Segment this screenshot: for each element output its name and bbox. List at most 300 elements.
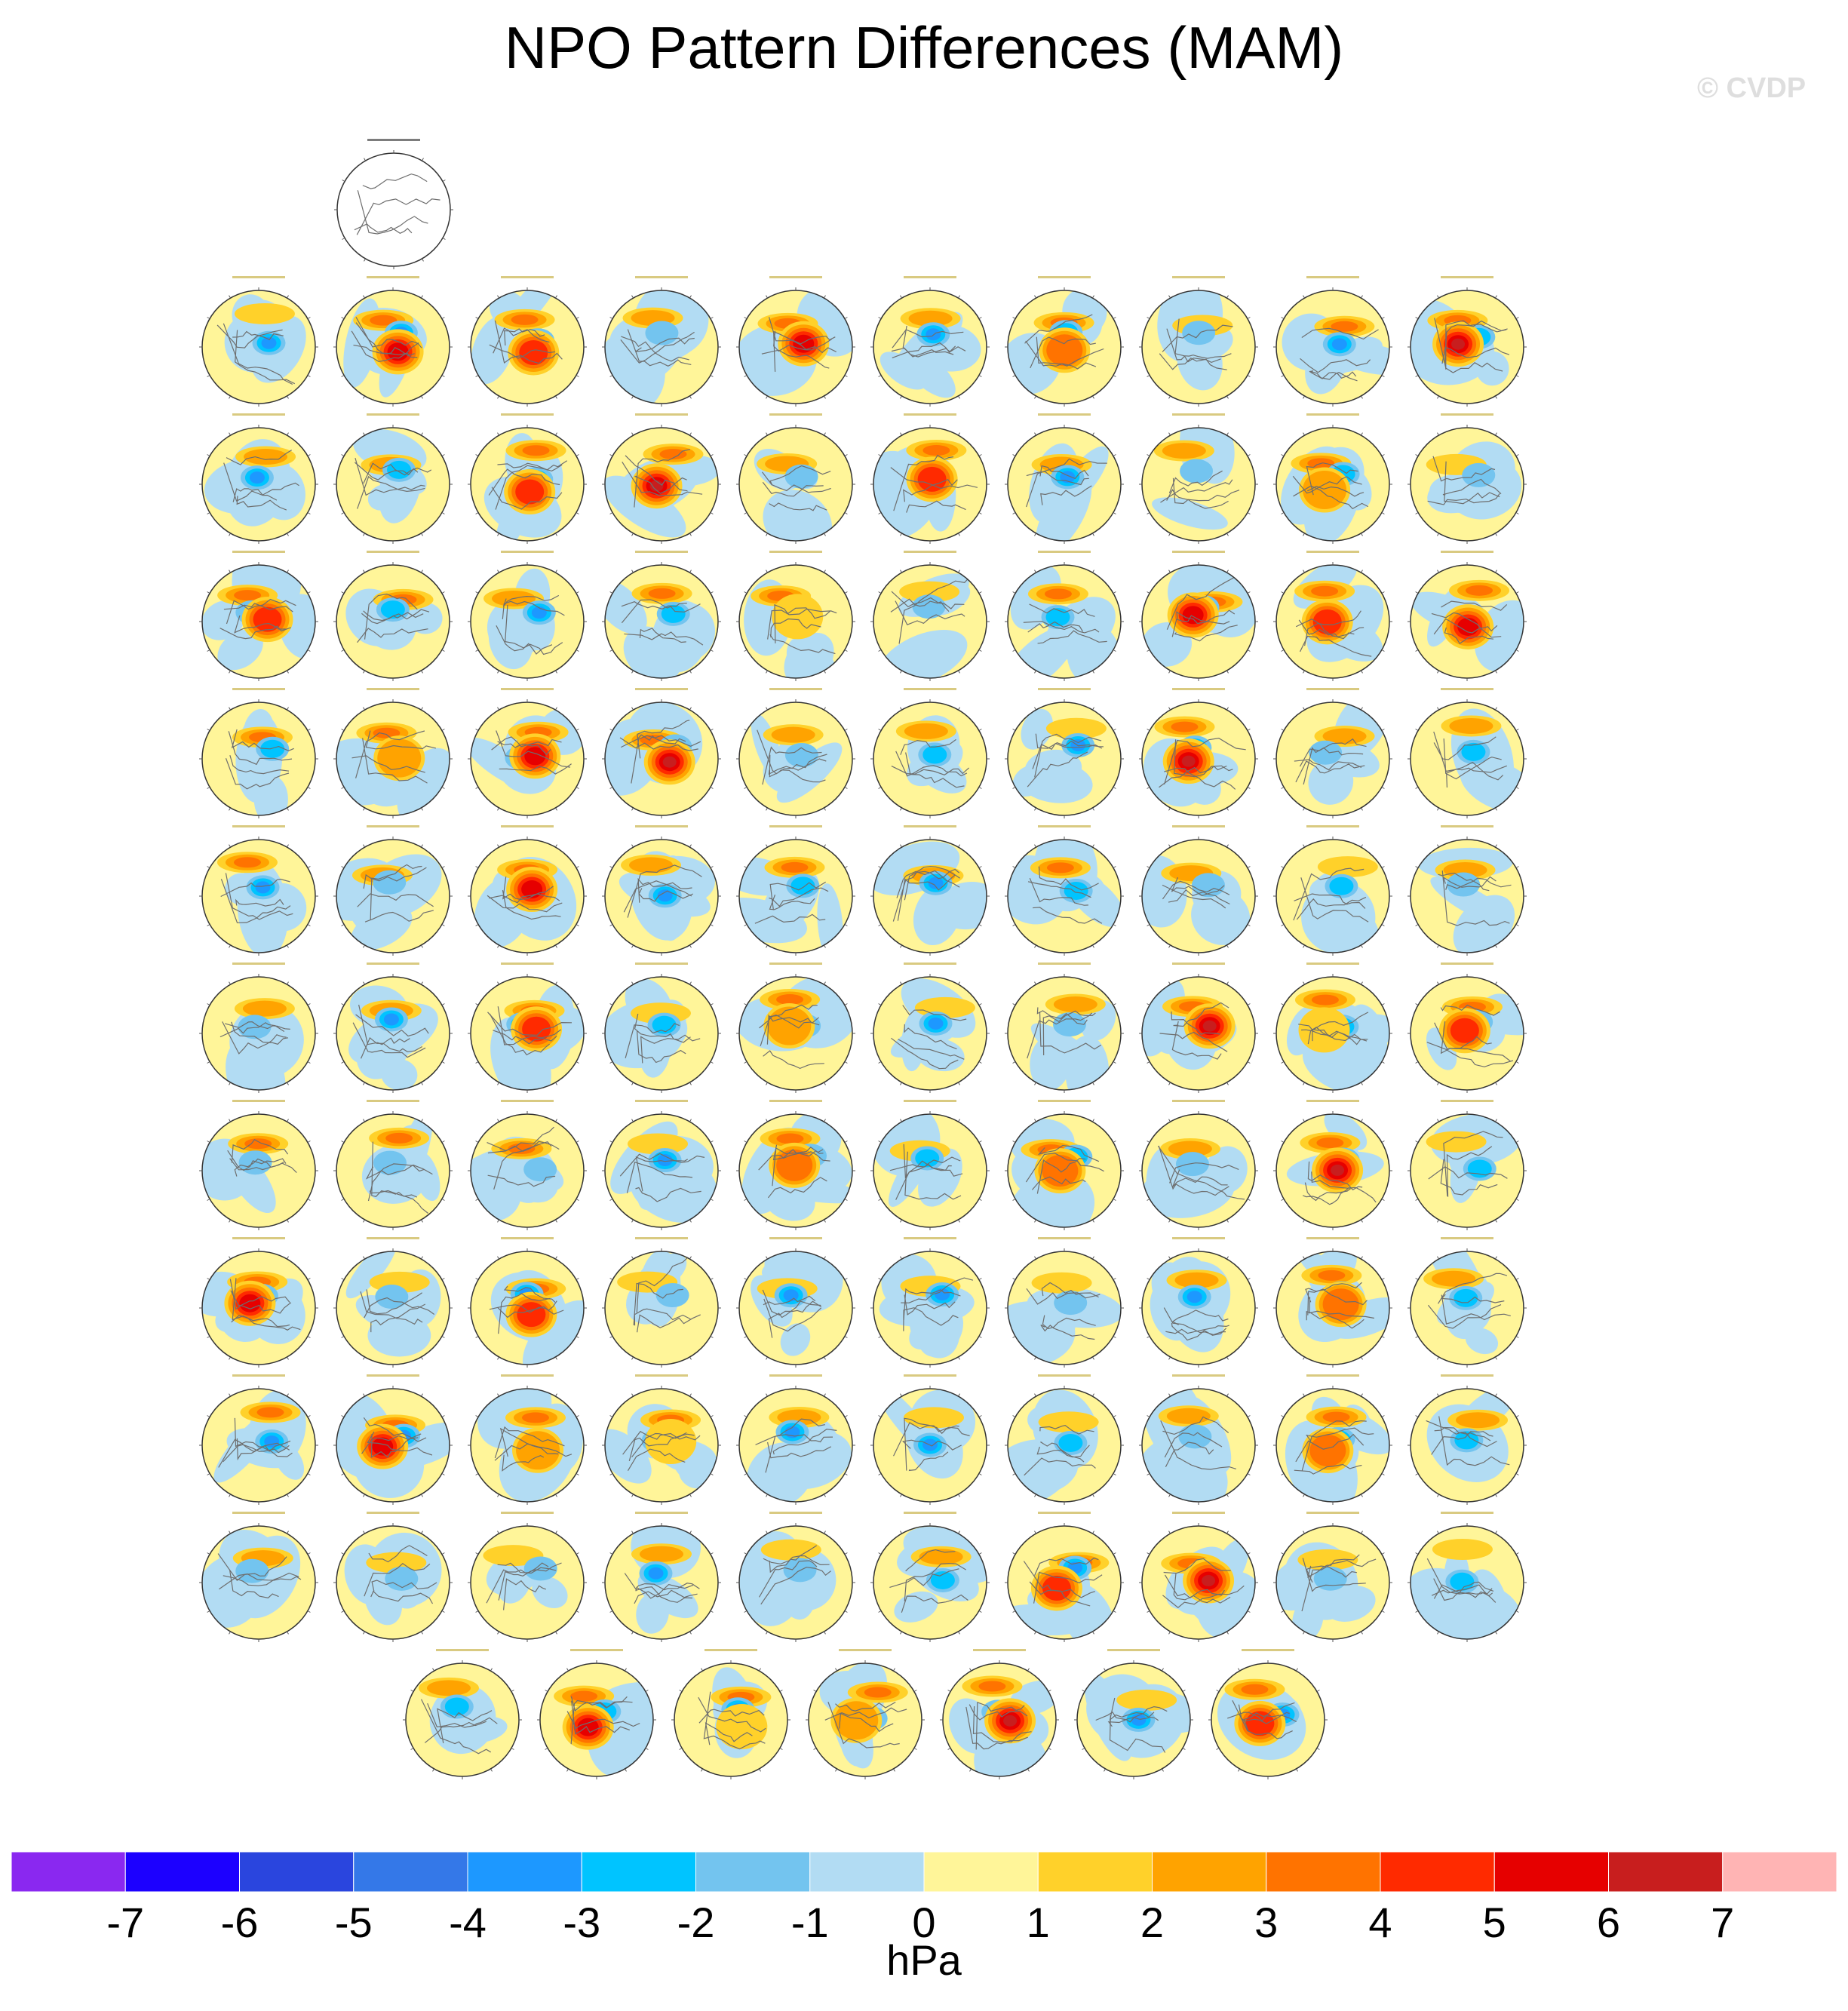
longitude-tick xyxy=(690,671,692,673)
map-panel xyxy=(600,1100,723,1235)
map-panel xyxy=(594,413,722,549)
longitude-tick xyxy=(979,729,981,731)
longitude-tick xyxy=(476,1553,478,1555)
longitude-tick xyxy=(979,650,981,652)
longitude-tick xyxy=(287,1257,289,1259)
longitude-tick xyxy=(610,650,612,652)
panel-field xyxy=(1142,1248,1255,1365)
longitude-tick xyxy=(207,1337,210,1338)
longitude-tick xyxy=(342,513,344,514)
map-panel xyxy=(468,1237,609,1390)
longitude-tick xyxy=(229,533,231,536)
map-panel xyxy=(333,413,453,544)
panel-field xyxy=(991,1380,1121,1509)
longitude-tick xyxy=(576,1004,579,1006)
longitude-tick xyxy=(422,808,423,810)
longitude-tick xyxy=(1169,533,1171,536)
panel-field xyxy=(873,702,987,815)
panel-title-mark xyxy=(367,551,419,553)
colorbar-swatch xyxy=(125,1852,239,1892)
longitude-tick xyxy=(342,1611,344,1613)
longitude-tick xyxy=(814,1690,816,1692)
longitude-tick xyxy=(879,1279,881,1280)
map-panel xyxy=(333,1100,453,1230)
panel-title-mark xyxy=(1306,413,1359,416)
map-panel xyxy=(868,1374,990,1505)
longitude-tick xyxy=(766,1494,768,1497)
longitude-tick xyxy=(845,1141,847,1143)
longitude-tick xyxy=(422,945,423,947)
longitude-tick xyxy=(690,708,692,710)
map-panel xyxy=(1139,397,1258,544)
longitude-tick xyxy=(632,1357,634,1359)
longitude-tick xyxy=(1227,708,1229,710)
longitude-tick xyxy=(498,1119,499,1122)
longitude-tick xyxy=(1382,1553,1384,1555)
longitude-tick xyxy=(1169,808,1171,810)
longitude-tick xyxy=(476,729,478,731)
panel-title-mark xyxy=(769,551,822,553)
longitude-tick xyxy=(879,513,881,514)
longitude-tick xyxy=(1035,433,1036,435)
panel-field xyxy=(861,831,1005,953)
longitude-tick xyxy=(766,1357,768,1359)
longitude-tick xyxy=(824,708,826,710)
longitude-tick xyxy=(845,925,847,926)
longitude-tick xyxy=(308,1199,310,1201)
longitude-tick xyxy=(229,396,231,398)
map-panel xyxy=(334,139,453,269)
map-panel xyxy=(462,259,587,407)
longitude-tick xyxy=(364,533,365,536)
longitude-tick xyxy=(845,513,847,514)
panel-title-mark xyxy=(501,825,554,827)
panel-title-mark xyxy=(1172,963,1225,965)
longitude-tick xyxy=(287,1394,289,1396)
longitude-tick xyxy=(959,1357,960,1359)
panel-title-mark xyxy=(904,963,956,965)
map-panel xyxy=(991,1374,1124,1508)
longitude-tick xyxy=(511,1690,514,1692)
panel-field xyxy=(579,686,718,815)
panel-title-mark xyxy=(705,1649,757,1651)
longitude-tick xyxy=(1382,1337,1384,1338)
longitude-tick xyxy=(690,570,692,573)
colorbar-tick-label: -6 xyxy=(220,1899,259,1939)
longitude-tick xyxy=(766,1632,768,1634)
panel-title-mark xyxy=(1441,1512,1493,1514)
longitude-tick xyxy=(498,1394,499,1396)
longitude-tick xyxy=(1496,1494,1497,1497)
longitude-tick xyxy=(364,1494,365,1497)
longitude-tick xyxy=(287,1357,289,1359)
panel-field xyxy=(1276,1104,1389,1227)
panel-field xyxy=(987,284,1121,407)
panel-title-mark xyxy=(367,1512,419,1514)
panel-title-mark xyxy=(501,688,554,690)
longitude-tick xyxy=(766,533,768,536)
longitude-tick xyxy=(442,650,444,652)
panel-field xyxy=(540,1663,677,1788)
longitude-tick xyxy=(422,533,423,536)
longitude-tick xyxy=(442,318,444,319)
panel-title-mark xyxy=(501,1512,554,1514)
longitude-tick xyxy=(1227,1119,1229,1122)
longitude-tick xyxy=(1303,396,1305,398)
longitude-tick xyxy=(1282,1279,1284,1280)
panel-field xyxy=(1411,701,1546,824)
longitude-tick xyxy=(1248,1199,1250,1201)
longitude-tick xyxy=(498,1531,499,1534)
longitude-tick xyxy=(690,808,692,810)
longitude-tick xyxy=(433,1769,434,1771)
map-panel xyxy=(468,551,587,681)
longitude-tick xyxy=(1248,1141,1250,1143)
longitude-tick xyxy=(207,1141,210,1143)
longitude-tick xyxy=(1147,788,1150,789)
longitude-tick xyxy=(824,433,826,435)
map-panel xyxy=(1005,413,1124,563)
map-panel xyxy=(199,963,319,1124)
longitude-tick xyxy=(711,729,713,731)
panel-title-mark xyxy=(367,413,419,416)
longitude-tick xyxy=(766,1257,768,1259)
longitude-tick xyxy=(556,1531,557,1534)
panel-title-mark xyxy=(232,413,285,416)
map-panel xyxy=(185,1512,318,1642)
longitude-tick xyxy=(744,592,747,594)
panel-title-mark xyxy=(1306,1237,1359,1239)
panel-field xyxy=(1411,428,1528,541)
longitude-tick xyxy=(959,808,960,810)
map-panel xyxy=(333,1512,456,1642)
longitude-tick xyxy=(1438,945,1439,947)
longitude-tick xyxy=(959,671,960,673)
map-panel xyxy=(312,688,468,837)
longitude-tick xyxy=(879,592,881,594)
longitude-tick xyxy=(901,982,902,984)
longitude-tick xyxy=(1496,533,1497,536)
longitude-tick xyxy=(1303,533,1305,536)
longitude-tick xyxy=(1147,1141,1150,1143)
longitude-tick xyxy=(1516,1416,1518,1417)
longitude-tick xyxy=(845,1416,847,1417)
panel-field xyxy=(728,1526,852,1639)
panel-title-mark xyxy=(1441,963,1493,965)
longitude-tick xyxy=(1147,592,1150,594)
longitude-tick xyxy=(1035,396,1036,398)
longitude-tick xyxy=(1113,1416,1116,1417)
longitude-tick xyxy=(711,1474,713,1475)
longitude-tick xyxy=(744,788,747,789)
longitude-tick xyxy=(901,1082,902,1085)
longitude-tick xyxy=(1282,318,1284,319)
panel-title-mark xyxy=(635,276,688,278)
colorbar xyxy=(0,1841,1848,1939)
longitude-tick xyxy=(442,1004,444,1006)
panel-title-mark xyxy=(1172,413,1225,416)
longitude-tick xyxy=(845,592,847,594)
longitude-tick xyxy=(498,1082,499,1085)
map-panel xyxy=(1126,825,1261,956)
panel-field xyxy=(1374,282,1524,404)
longitude-tick xyxy=(476,650,478,652)
longitude-tick xyxy=(1113,729,1116,731)
longitude-tick xyxy=(979,788,981,789)
panel-title-mark xyxy=(367,276,419,278)
longitude-tick xyxy=(1082,1748,1085,1750)
longitude-tick xyxy=(1416,592,1418,594)
longitude-tick xyxy=(824,1357,826,1359)
longitude-tick xyxy=(744,1337,747,1338)
longitude-tick xyxy=(979,1004,981,1006)
longitude-tick xyxy=(1169,433,1171,435)
longitude-tick xyxy=(308,1062,310,1064)
longitude-tick xyxy=(308,1416,310,1417)
longitude-tick xyxy=(1496,708,1497,710)
longitude-tick xyxy=(711,455,713,456)
longitude-tick xyxy=(287,708,289,710)
longitude-tick xyxy=(442,1062,444,1064)
longitude-tick xyxy=(711,650,713,652)
longitude-tick xyxy=(229,1257,231,1259)
longitude-tick xyxy=(845,1062,847,1064)
longitude-tick xyxy=(760,1769,761,1771)
longitude-tick xyxy=(744,925,747,926)
longitude-tick xyxy=(711,1279,713,1280)
longitude-tick xyxy=(556,396,557,398)
panel-title-mark xyxy=(1038,551,1091,553)
longitude-tick xyxy=(342,788,344,789)
longitude-tick xyxy=(1297,1669,1298,1671)
panel-title-mark xyxy=(904,825,956,827)
longitude-tick xyxy=(1248,729,1250,731)
longitude-tick xyxy=(879,1553,881,1555)
map-panel xyxy=(870,963,990,1093)
longitude-tick xyxy=(1082,1690,1085,1692)
colorbar-tick-label: -5 xyxy=(334,1899,373,1939)
longitude-tick xyxy=(1035,1531,1036,1534)
longitude-tick xyxy=(1382,376,1384,377)
longitude-tick xyxy=(442,867,444,868)
colorbar-swatch xyxy=(1609,1852,1723,1892)
longitude-tick xyxy=(1093,1357,1094,1359)
longitude-tick xyxy=(422,433,423,435)
panel-field xyxy=(1411,977,1549,1090)
longitude-tick xyxy=(824,296,826,298)
longitude-tick xyxy=(979,455,981,456)
panel-title-mark xyxy=(1306,551,1359,553)
map-panel xyxy=(1273,548,1398,681)
longitude-tick xyxy=(879,455,881,456)
panel-title-mark xyxy=(367,1100,419,1102)
longitude-tick xyxy=(1516,1279,1518,1280)
longitude-tick xyxy=(901,1632,902,1634)
longitude-tick xyxy=(690,1494,692,1497)
panel-title-mark xyxy=(232,688,285,690)
longitude-tick xyxy=(1438,1531,1439,1534)
colorbar-swatch xyxy=(354,1852,468,1892)
map-panel xyxy=(199,688,318,824)
map-panel xyxy=(182,1100,318,1230)
panel-title-mark xyxy=(501,276,554,278)
longitude-tick xyxy=(824,1394,826,1396)
longitude-tick xyxy=(1013,376,1015,377)
longitude-tick xyxy=(476,1611,478,1613)
map-panel xyxy=(1407,1100,1527,1230)
longitude-tick xyxy=(229,1119,231,1122)
longitude-tick xyxy=(1438,396,1439,398)
map-panel xyxy=(333,276,453,407)
longitude-tick xyxy=(845,318,847,319)
panel-field xyxy=(809,1654,922,1776)
longitude-tick xyxy=(1438,1394,1439,1396)
map-panel xyxy=(1405,551,1549,683)
longitude-tick xyxy=(979,1611,981,1613)
map-panel xyxy=(736,413,855,567)
longitude-tick xyxy=(1416,1553,1418,1555)
longitude-tick xyxy=(1169,1632,1171,1634)
panel-field xyxy=(336,1518,456,1639)
map-panel xyxy=(313,1374,472,1510)
longitude-tick xyxy=(229,845,231,847)
panel-title-mark xyxy=(769,1512,822,1514)
longitude-tick xyxy=(1416,1474,1418,1475)
longitude-tick xyxy=(1162,1669,1164,1671)
longitude-tick xyxy=(433,1669,434,1671)
longitude-tick xyxy=(711,788,713,789)
colorbar-swatch xyxy=(696,1852,810,1892)
map-panel xyxy=(1074,1649,1210,1779)
longitude-tick xyxy=(1496,1119,1497,1122)
longitude-tick xyxy=(1028,1769,1030,1771)
longitude-tick xyxy=(1035,1357,1036,1359)
longitude-tick xyxy=(879,1337,881,1338)
longitude-tick xyxy=(780,1748,782,1750)
map-panel xyxy=(199,413,318,544)
longitude-tick xyxy=(680,1690,682,1692)
map-panel xyxy=(870,1512,1004,1642)
longitude-tick xyxy=(491,1669,493,1671)
longitude-tick xyxy=(442,1337,444,1338)
panel-title-mark xyxy=(1441,276,1493,278)
longitude-tick xyxy=(556,845,557,847)
longitude-tick xyxy=(1282,867,1284,868)
panel-title-mark xyxy=(367,1374,419,1377)
longitude-tick xyxy=(701,1769,703,1771)
map-panel xyxy=(1005,963,1124,1108)
longitude-tick xyxy=(610,1416,612,1417)
longitude-tick xyxy=(632,1119,634,1122)
map-panel xyxy=(403,1649,522,1779)
longitude-tick xyxy=(498,671,499,673)
longitude-tick xyxy=(845,1553,847,1555)
panel-field xyxy=(1271,1389,1399,1524)
longitude-tick xyxy=(1516,925,1518,926)
longitude-tick xyxy=(576,592,579,594)
panel-title-mark xyxy=(1172,688,1225,690)
longitude-tick xyxy=(207,1416,210,1417)
panel-field xyxy=(1411,1376,1525,1502)
panel-title-mark xyxy=(635,1512,688,1514)
longitude-tick xyxy=(442,729,444,731)
longitude-tick xyxy=(1438,1257,1439,1259)
longitude-tick xyxy=(959,1494,960,1497)
longitude-tick xyxy=(411,1748,413,1750)
panel-title-mark xyxy=(501,1237,554,1239)
panel-title-mark xyxy=(635,688,688,690)
colorbar-tick-label: -4 xyxy=(449,1899,487,1939)
longitude-tick xyxy=(422,570,423,573)
panel-title-mark xyxy=(367,825,419,827)
longitude-tick xyxy=(576,455,579,456)
longitude-tick xyxy=(610,1199,612,1201)
longitude-tick xyxy=(1303,1357,1305,1359)
longitude-tick xyxy=(229,708,231,710)
longitude-tick xyxy=(901,1494,902,1497)
panel-field xyxy=(941,1663,1064,1808)
longitude-tick xyxy=(1382,1004,1384,1006)
panel-title-mark xyxy=(769,1237,822,1239)
longitude-tick xyxy=(1013,1416,1015,1417)
longitude-tick xyxy=(879,788,881,789)
longitude-tick xyxy=(342,1553,344,1555)
longitude-tick xyxy=(1516,1062,1518,1064)
longitude-tick xyxy=(1239,1769,1240,1771)
panel-field xyxy=(729,1108,861,1229)
longitude-tick xyxy=(1248,867,1250,868)
longitude-tick xyxy=(229,1632,231,1634)
longitude-tick xyxy=(1361,1632,1363,1634)
longitude-tick xyxy=(879,1141,881,1143)
longitude-tick xyxy=(498,396,499,398)
longitude-tick xyxy=(845,1611,847,1613)
panel-field xyxy=(850,428,987,551)
longitude-tick xyxy=(610,1004,612,1006)
longitude-tick xyxy=(1248,1004,1250,1006)
longitude-tick xyxy=(207,592,210,594)
longitude-tick xyxy=(766,708,768,710)
longitude-tick xyxy=(690,1531,692,1534)
map-panel xyxy=(993,551,1128,704)
longitude-tick xyxy=(836,1669,837,1671)
colorbar-units-label: hPa xyxy=(886,1936,962,1984)
longitude-tick xyxy=(1361,708,1363,710)
longitude-tick xyxy=(342,376,344,377)
panel-title-mark xyxy=(769,276,822,278)
longitude-tick xyxy=(1303,1257,1305,1259)
panel-field xyxy=(983,824,1134,953)
longitude-tick xyxy=(690,982,692,984)
panel-title-mark xyxy=(1306,688,1359,690)
map-panel xyxy=(729,963,869,1093)
panel-title-mark xyxy=(1441,688,1493,690)
longitude-tick xyxy=(1113,1611,1116,1613)
longitude-tick xyxy=(422,671,423,673)
map-panel xyxy=(729,1100,861,1230)
panel-field xyxy=(1267,428,1389,553)
panel-title-mark xyxy=(1306,1100,1359,1102)
longitude-tick xyxy=(879,650,881,652)
longitude-tick xyxy=(207,1474,210,1475)
longitude-tick xyxy=(632,945,634,947)
longitude-tick xyxy=(959,396,960,398)
longitude-tick xyxy=(1013,1004,1015,1006)
longitude-tick xyxy=(1317,1690,1319,1692)
longitude-tick xyxy=(207,1062,210,1064)
panel-title-mark xyxy=(232,551,285,553)
map-panel xyxy=(1131,688,1258,819)
